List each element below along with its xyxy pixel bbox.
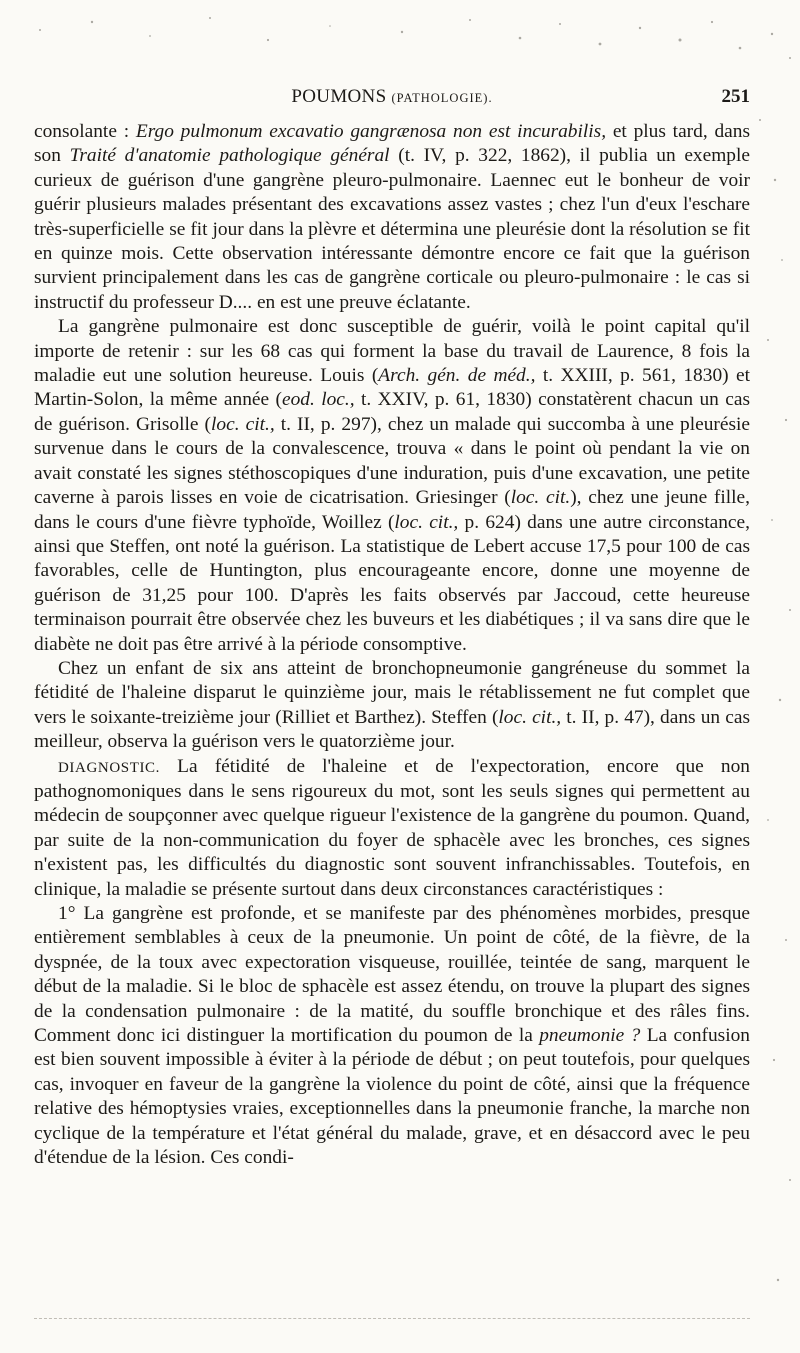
text-run: t. II, p. 297), chez un malade qui succomba à une pleurésie survenue dans le cours de la convalescence, trouva « dans le point où pendant la vie on avait constaté les signes stéthoscopiques d'une induration, puis d'une excavation, une petite caverne à parois lisses en voie de cicatrisation. Griesinger ( [34,413,750,509]
paragraph-3 [34,657,750,755]
text-run: La confusion est bien souvent impossible à éviter à la période de début ; on peut toutefois, pour quelques cas, invoquer en faveur de la gangrène la violence du point de côté, ainsi que la fréquence relative des hémoptysies vraies, exceptionnelles dans la pneumonie franche, la marche non cyclique de la température et l'état général du malade, grave, et en désaccord avec le peu d'étendue de la lésion. Ces condi- [34,1025,750,1169]
text-run: DIAGNOSTIC. [58,759,161,776]
text-run: (t. IV, p. 322, 1862), il publia un exemple curieux de guérison d'une gangrène pleuro-pulmonaire. Laennec eut le bonheur de voir guérir plusieurs malades présentant des excavations assez vastes ; chez l'un d'eux l'eschare très-superficielle se fit jour dans la plèvre et détermina une pleurésie dont la résolution se fit en quinze mois. Cette observation intéressante démontre encore ce fait que la guérison survient principalement dans les cas de gangrène corticale ou pleuro-pulmonaire : le cas si instructif du professeur D.... en est une preuve éclatante. [34,145,750,313]
paragraph-1 [34,120,750,315]
text-run: ), chez une jeune fille, dans le cours d'une fièvre typhoïde, Woillez ( [34,487,750,533]
text-run: consolante : [34,121,136,142]
text-run: loc. cit. [510,487,571,509]
text-run: t. XXIII, p. 561, 1830) et Martin-Solon, la même année ( [34,365,750,411]
text-run: 1° La gangrène est profonde, et se manifeste par des phénomènes morbides, presque entièrement semblables à ceux de la pneumonie. Un point de côté, de la fièvre, de la dyspnée, de la toux avec expectoration visqueuse, rouillée, teintée de sang, marquent le début de la maladie. Si le bloc de sphacèle est assez étendu, on trouve la plupart des signes de la condensation pulmonaire : de la matité, du souffle bronchique et des râles fins. Comment donc ici distinguer la mortification du poumon de la [34,903,750,1047]
running-title-main: POUMONS [291,86,387,107]
body-text [34,120,750,1170]
page-number: 251 [721,86,750,107]
text-run: eod. loc., [281,389,355,411]
text-run: loc. cit., [498,706,562,728]
paragraph-2 [34,315,750,657]
paragraph-5 [34,902,750,1170]
text-run: La fétidité de l'haleine et de l'expectoration, encore que non pathognomoniques dans le sens rigoureux du mot, sont les seuls signes qui permettent au médecin de soupçonner avec quelque rigueur l'existence de la gangrène du poumon. Quand, par suite de la non-communication du foyer de sphacèle avec les bronches, ces signes n'existent pas, les difficultés du diagnostic sont souvent infranchissables. Toutefois, en clinique, la maladie se présente surtout dans deux circonstances caractéristiques : [34,755,750,900]
text-run: Chez un enfant de six ans atteint de bronchopneumonie gangréneuse du sommet la fétidité de l'haleine disparut le quinzième jour, mais le rétablissement ne fut complet que vers le soixante-treizième jour (Rilliet et Barthez). Steffen ( [34,657,750,728]
text-run: Ergo pulmonum excavatio gangrænosa non est incurabilis, [135,121,607,142]
text-run: t. XXIV, p. 61, 1830) constatèrent chacun un cas de guérison. Grisolle ( [34,389,750,435]
text-run: loc. cit., [394,511,459,533]
text-run: p. 624) dans une autre circonstance, ainsi que Steffen, ont noté la guérison. La statistique de Lebert accuse 17,5 pour 100 de cas favorables, celle de Huntington, plus encourageante encore, donne une moyenne de guérison de 31,25 pour 100. D'après les faits observés par Jaccoud, cette heureuse terminaison pourrait être observée chez les buveurs et les diabétiques ; il va sans dire que le diabète ne doit pas être arrivé à la période consomptive. [34,511,750,655]
text-run: Arch. gén. de méd., [378,365,536,387]
footer-rule [34,1318,750,1319]
text-run: La gangrène pulmonaire est donc susceptible de guérir, voilà le point capital qu'il importe de retenir : sur les 68 cas qui forment la base du travail de Laurence, 8 fois la maladie eut une solution heureuse. Louis ( [34,316,750,387]
paragraph-4 [34,755,750,902]
text-run: t. II, p. 47), dans un cas meilleur, observa la guérison vers le quatorzième jour. [34,706,750,753]
running-title-sub: (PATHOLOGIE). [391,91,493,105]
text-run: loc. cit., [211,413,275,435]
running-header [34,86,750,116]
running-title [34,86,750,108]
text-run: pneumonie ? [539,1025,641,1047]
text-run: et plus tard, dans son [34,121,750,167]
text-run: Traité d'anatomie pathologique général [69,145,390,167]
